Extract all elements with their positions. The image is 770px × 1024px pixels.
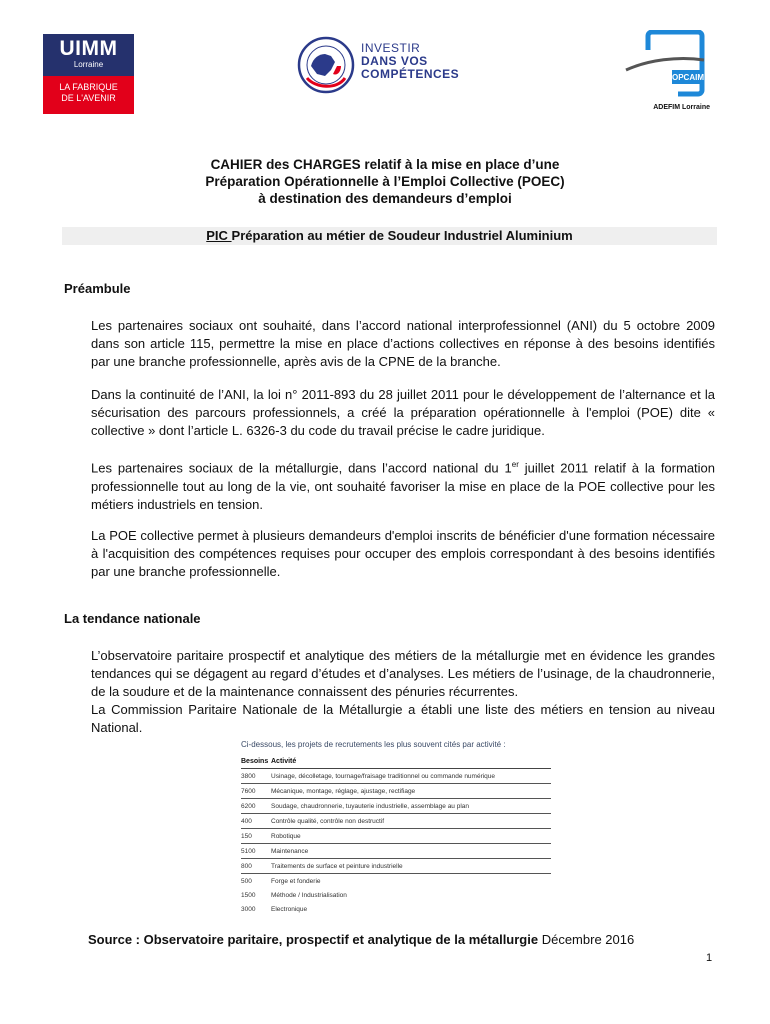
p3-superscript: er bbox=[511, 460, 519, 469]
activite-cell: Contrôle qualité, contrôle non destructif bbox=[271, 814, 551, 829]
title-line-3: à destination des demandeurs d’emploi bbox=[258, 191, 512, 206]
table-row bbox=[241, 784, 551, 799]
table-caption: Ci-dessous, les projets de recrutements les plus souvent cités par activité : bbox=[241, 740, 506, 749]
activite-cell: Méthode / Industrialisation bbox=[271, 891, 347, 899]
table-body bbox=[241, 769, 551, 917]
uimm-logo-name: UIMM bbox=[59, 37, 118, 60]
activite-cell: Robotique bbox=[271, 829, 551, 844]
p3-part-a: Les partenaires sociaux de la métallurgie, dans l’accord national du 1 bbox=[91, 460, 512, 476]
source-date: Décembre 2016 bbox=[538, 932, 635, 947]
page-number: 1 bbox=[706, 952, 713, 964]
table-header-row bbox=[241, 755, 551, 769]
pic-label: PIC bbox=[206, 228, 232, 243]
preambule-heading: Préambule bbox=[64, 281, 131, 296]
invest-line-1: INVESTIR bbox=[361, 41, 421, 55]
investir-competences-text bbox=[361, 42, 459, 81]
table-row bbox=[241, 844, 551, 859]
besoins-cell: 6200 bbox=[241, 799, 271, 814]
column-header-activite: Activité bbox=[271, 755, 551, 769]
investir-competences-logo bbox=[297, 36, 477, 96]
besoins-cell: 800 bbox=[241, 859, 271, 874]
besoins-cell: 5100 bbox=[241, 844, 271, 859]
preambule-paragraph-2: Dans la continuité de l’ANI, la loi n° 2011-893 du 28 juillet 2011 pour le développement de l’alternance et la sécurisation des parcours professionnels, a créé la préparation opérationnelle à l'emploi (POE) dite « collective » dont l’article L. 6326-3 du code du travail précise le cadre juridique. bbox=[91, 387, 715, 439]
activite-cell: Mécanique, montage, réglage, ajustage, rectifiage bbox=[271, 784, 551, 799]
activite-cell: Forge et fonderie bbox=[271, 877, 321, 885]
table-row bbox=[241, 799, 551, 814]
adefim-caption: ADEFIM Lorraine bbox=[653, 104, 710, 111]
uimm-logo bbox=[43, 34, 134, 114]
document-title bbox=[60, 156, 710, 207]
uimm-tagline-2: DE L'AVENIR bbox=[61, 93, 116, 103]
besoins-cell: 3800 bbox=[241, 769, 271, 784]
uimm-tagline-1: LA FABRIQUE bbox=[59, 82, 118, 92]
besoins-cell: 1500 bbox=[241, 891, 256, 899]
activite-cell: Soudage, chaudronnerie, tuyauterie industrielle, assemblage au plan bbox=[271, 799, 551, 814]
activite-cell: Maintenance bbox=[271, 844, 551, 859]
program-subtitle bbox=[62, 227, 717, 245]
opcaim-logo bbox=[618, 30, 708, 100]
invest-line-3: COMPÉTENCES bbox=[361, 67, 460, 81]
recruitment-needs-figure bbox=[241, 740, 561, 916]
column-header-besoins: Besoins bbox=[241, 755, 271, 769]
table-row bbox=[241, 888, 551, 902]
table-row bbox=[241, 859, 551, 874]
investir-avenir-seal-icon bbox=[297, 36, 355, 94]
table-row bbox=[241, 769, 551, 784]
uimm-logo-top bbox=[43, 34, 134, 76]
subtitle-text: Préparation au métier de Soudeur Industriel Aluminium bbox=[231, 228, 573, 243]
title-line-1: CAHIER des CHARGES relatif à la mise en place d’une bbox=[210, 157, 560, 172]
table-row bbox=[241, 874, 551, 889]
opcaim-logo-text: OPCAIM bbox=[672, 73, 704, 82]
besoins-cell: 400 bbox=[241, 814, 271, 829]
preambule-paragraph-4: La POE collective permet à plusieurs demandeurs d'emploi inscrits de bénéficier d'une formation nécessaire à l'acquisition des compétences requises pour occuper des emplois correspondant à des besoins identifiés par une branche professionnelle. bbox=[91, 528, 715, 580]
activite-cell: Electronique bbox=[271, 905, 308, 913]
besoins-cell: 3000 bbox=[241, 905, 256, 913]
source-bold: Source : Observatoire paritaire, prospectif et analytique de la métallurgie bbox=[88, 932, 539, 947]
uimm-logo-bottom bbox=[43, 76, 134, 114]
besoins-cell: 7600 bbox=[241, 784, 271, 799]
tendance-heading: La tendance nationale bbox=[64, 611, 201, 626]
besoins-cell: 150 bbox=[241, 829, 271, 844]
table-row bbox=[241, 829, 551, 844]
uimm-logo-region: Lorraine bbox=[73, 60, 104, 69]
p3-part-b: juillet 2011 relatif à la formation professionnelle tout au long de la vie, ont souhaité favoriser la mise en place de la POE collective pour les métiers industriels en tension. bbox=[91, 460, 716, 512]
besoins-cell: 500 bbox=[241, 877, 252, 885]
preambule-paragraph-3 bbox=[91, 456, 715, 514]
tendance-paragraph-2: La Commission Paritaire Nationale de la Métallurgie a établi une liste des métiers en tension au niveau National. bbox=[91, 702, 715, 736]
recruitment-needs-table bbox=[241, 755, 551, 916]
table-row bbox=[241, 814, 551, 829]
activite-cell: Traitements de surface et peinture industrielle bbox=[271, 859, 551, 874]
title-line-2: Préparation Opérationnelle à l’Emploi Collective (POEC) bbox=[205, 174, 565, 189]
source-line bbox=[88, 932, 634, 947]
tendance-paragraph-1: L’observatoire paritaire prospectif et analytique des métiers de la métallurgie met en évidence les grandes tendances qui se dégagent au regard d’études et d’analyses. Les métiers de l’usinage, de la chaudronnerie, de la soudure et de la maintenance connaissent des pénuries récurrentes. bbox=[91, 648, 715, 700]
preambule-paragraph-1: Les partenaires sociaux ont souhaité, dans l’accord national interprofessionnel (ANI) du 5 octobre 2009 dans son article 115, permettre la mise en place d’actions collectives en réponse à des besoins identifiés par une branche professionnelle, après avis de la CPNE de la branche. bbox=[91, 318, 715, 370]
table-row bbox=[241, 902, 551, 916]
activite-cell: Usinage, décolletage, tournage/fraisage traditionnel ou commande numérique bbox=[271, 769, 551, 784]
invest-line-2: DANS VOS bbox=[361, 54, 428, 68]
